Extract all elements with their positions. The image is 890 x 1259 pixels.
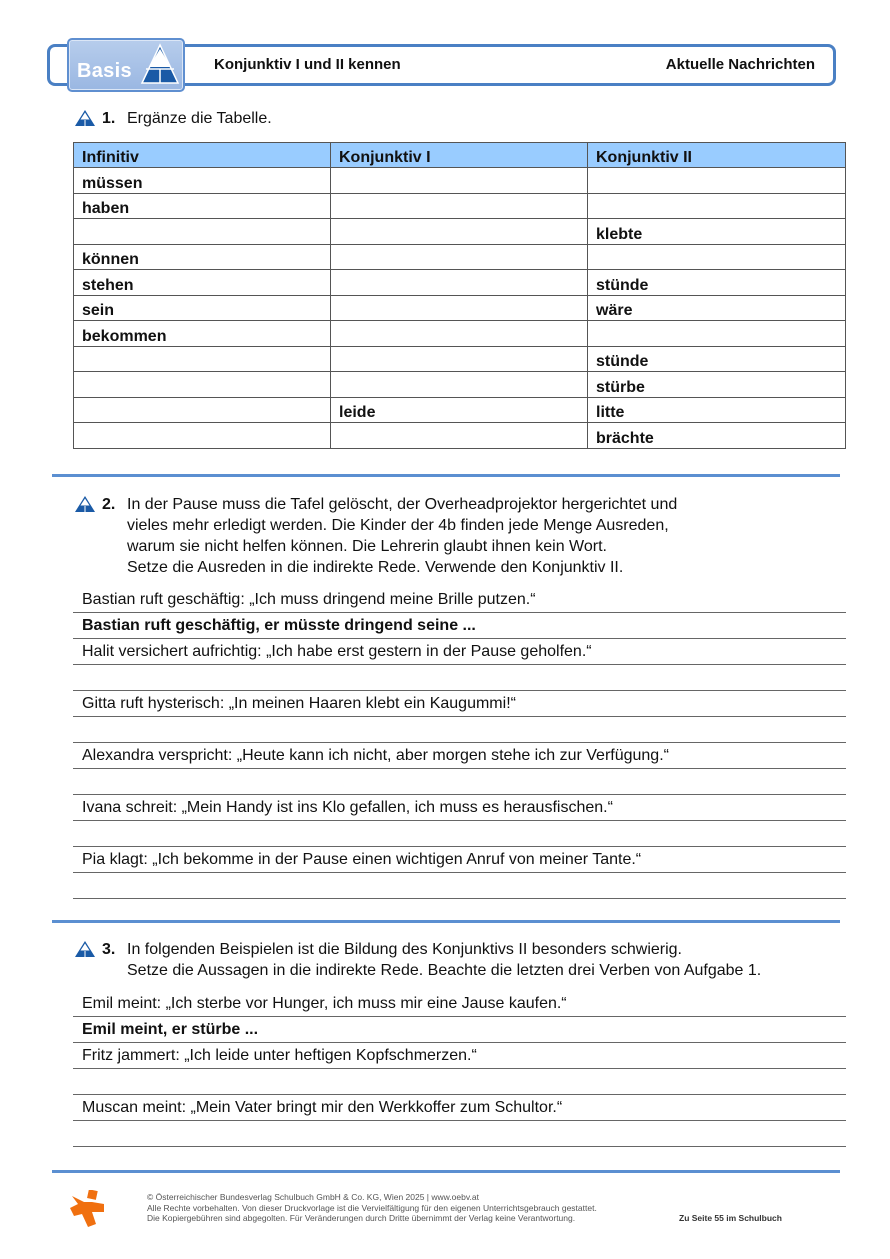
table-cell[interactable]: klebte	[588, 219, 846, 245]
table-cell[interactable]	[588, 193, 846, 219]
task-number: 2.	[102, 496, 116, 513]
table-cell[interactable]	[588, 168, 846, 194]
table-cell[interactable]	[74, 397, 331, 423]
task-3-writing-lines	[73, 991, 846, 1147]
level-pyramid-icon	[75, 496, 95, 512]
table-cell[interactable]: brächte	[588, 423, 846, 449]
table-cell[interactable]	[588, 244, 846, 270]
table-row	[74, 219, 846, 245]
table-row	[74, 244, 846, 270]
table-cell[interactable]	[74, 372, 331, 398]
answer-line[interactable]	[73, 1121, 846, 1147]
table-cell[interactable]	[74, 423, 331, 449]
table-row	[74, 193, 846, 219]
answer-line[interactable]	[73, 1069, 846, 1095]
copyright-line: Die Kopiergebühren sind abgegolten. Für Veränderungen durch Dritte übernimmt der Verlag keine Verantwortung.	[147, 1213, 576, 1223]
table-cell[interactable]: haben	[74, 193, 331, 219]
section-divider	[52, 474, 840, 477]
table-row	[74, 270, 846, 296]
level-pyramid-icon	[75, 941, 95, 957]
table-header-row	[74, 143, 846, 168]
table-row	[74, 397, 846, 423]
table-cell[interactable]	[331, 423, 588, 449]
topic-title: Aktuelle Nachrichten	[665, 56, 815, 73]
table-cell[interactable]	[331, 372, 588, 398]
copyright-notice	[147, 1192, 597, 1224]
publisher-logo-icon	[70, 1190, 110, 1228]
instruction-line: In folgenden Beispielen ist die Bildung des Konjunktivs II besonders schwierig.	[127, 941, 682, 958]
prompt-line: Halit versichert aufrichtig: „Ich habe erst gestern in der Pause geholfen.“	[73, 639, 846, 665]
table-cell[interactable]: stürbe	[588, 372, 846, 398]
task-instruction	[127, 494, 677, 578]
prompt-line: Muscan meint: „Mein Vater bringt mir den Werkkoffer zum Schultor.“	[73, 1095, 846, 1121]
footer-divider	[52, 1170, 840, 1173]
table-row	[74, 295, 846, 321]
table-row	[74, 346, 846, 372]
pyramid-icon	[140, 43, 180, 85]
table-cell[interactable]	[331, 193, 588, 219]
table-row	[74, 168, 846, 194]
table-cell[interactable]: litte	[588, 397, 846, 423]
table-cell[interactable]	[331, 244, 588, 270]
table-cell[interactable]	[74, 346, 331, 372]
copyright-line: © Österreichischer Bundesverlag Schulbuch GmbH & Co. KG, Wien 2025 | www.oebv.at	[147, 1192, 479, 1202]
table-cell[interactable]	[331, 321, 588, 347]
answer-line[interactable]	[73, 821, 846, 847]
prompt-line: Emil meint: „Ich sterbe vor Hunger, ich muss mir eine Jause kaufen.“	[73, 991, 846, 1017]
instruction-line: In der Pause muss die Tafel gelöscht, der Overheadprojektor hergerichtet und	[127, 496, 678, 513]
table-cell[interactable]	[74, 219, 331, 245]
example-answer-line: Bastian ruft geschäftig, er müsste dringend seine ...	[73, 613, 846, 639]
answer-line[interactable]	[73, 769, 846, 795]
prompt-line: Fritz jammert: „Ich leide unter heftigen Kopfschmerzen.“	[73, 1043, 846, 1069]
column-header-konjunktiv-1: Konjunktiv I	[331, 143, 588, 168]
table-cell[interactable]	[331, 219, 588, 245]
column-header-konjunktiv-2: Konjunktiv II	[588, 143, 846, 168]
example-answer-line: Emil meint, er stürbe ...	[73, 1017, 846, 1043]
answer-line[interactable]	[73, 717, 846, 743]
prompt-line: Pia klagt: „Ich bekomme in der Pause einen wichtigen Anruf von meiner Tante.“	[73, 847, 846, 873]
instruction-line: Setze die Ausreden in die indirekte Rede. Verwende den Konjunktiv II.	[127, 559, 624, 576]
table-cell[interactable]: können	[74, 244, 331, 270]
table-cell[interactable]: stünde	[588, 270, 846, 296]
table-cell[interactable]: müssen	[74, 168, 331, 194]
instruction-line: warum sie nicht helfen können. Die Lehrerin glaubt ihnen kein Wort.	[127, 538, 607, 555]
prompt-line: Gitta ruft hysterisch: „In meinen Haaren klebt ein Kaugummi!“	[73, 691, 846, 717]
prompt-line: Alexandra verspricht: „Heute kann ich nicht, aber morgen stehe ich zur Verfügung.“	[73, 743, 846, 769]
instruction-line: Setze die Aussagen in die indirekte Rede. Beachte die letzten drei Verben von Aufgabe 1.	[127, 962, 762, 979]
answer-line[interactable]	[73, 665, 846, 691]
answer-line[interactable]	[73, 873, 846, 899]
prompt-line: Bastian ruft geschäftig: „Ich muss dringend meine Brille putzen.“	[73, 587, 846, 613]
task-instruction	[127, 939, 761, 981]
table-cell[interactable]	[331, 346, 588, 372]
table-row	[74, 423, 846, 449]
table-cell[interactable]: bekommen	[74, 321, 331, 347]
table-cell[interactable]: stehen	[74, 270, 331, 296]
table-cell[interactable]: sein	[74, 295, 331, 321]
instruction-line: Ergänze die Tabelle.	[127, 110, 272, 127]
table-cell[interactable]: leide	[331, 397, 588, 423]
task-number: 1.	[102, 110, 116, 127]
table-row	[74, 321, 846, 347]
table-cell[interactable]: wäre	[588, 295, 846, 321]
textbook-page-reference: Zu Seite 55 im Schulbuch	[679, 1213, 782, 1223]
conjugation-table	[73, 142, 846, 449]
table-cell[interactable]	[331, 270, 588, 296]
task-2-writing-lines	[73, 587, 846, 899]
copyright-line: Alle Rechte vorbehalten. Von dieser Druckvorlage ist die Vervielfältigung für den eigenen Unterrichtsgebrauch gestattet.	[147, 1202, 597, 1213]
task-number: 3.	[102, 941, 116, 958]
table-cell[interactable]: stünde	[588, 346, 846, 372]
section-divider	[52, 920, 840, 923]
task-instruction	[127, 108, 272, 129]
column-header-infinitiv: Infinitiv	[74, 143, 331, 168]
instruction-line: vieles mehr erledigt werden. Die Kinder der 4b finden jede Menge Ausreden,	[127, 517, 669, 534]
logo-text: Basis	[77, 60, 132, 82]
table-cell[interactable]	[588, 321, 846, 347]
prompt-line: Ivana schreit: „Mein Handy ist ins Klo gefallen, ich muss es herausfischen.“	[73, 795, 846, 821]
table-cell[interactable]	[331, 168, 588, 194]
basis-logo	[67, 38, 185, 92]
level-pyramid-icon	[75, 110, 95, 126]
worksheet-title: Konjunktiv I und II kennen	[214, 56, 401, 73]
table-row	[74, 372, 846, 398]
table-cell[interactable]	[331, 295, 588, 321]
